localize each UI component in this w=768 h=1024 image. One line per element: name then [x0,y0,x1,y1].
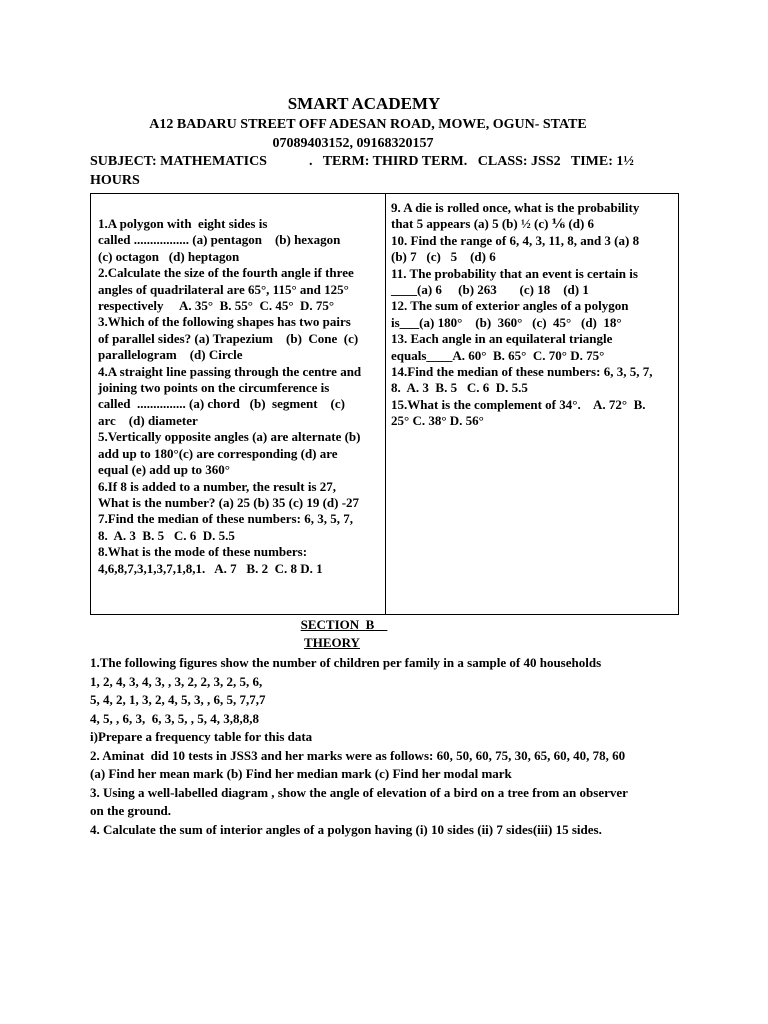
question-line: equal (e) add up to 360° [98,462,230,478]
theory-line: 4, 5, , 6, 3, 6, 3, 5, , 5, 4, 3,8,8,8 [90,710,259,726]
exam-info-line: SUBJECT: MATHEMATICS . TERM: THIRD TERM. CLASS: JSS2 TIME: 1½ [90,154,634,169]
theory-line: on the ground. [90,803,172,818]
theory-line: i)Prepare a frequency table for this data [90,729,313,744]
question-line: add up to 180°(c) are corresponding (d) are [98,445,338,461]
question-line: called ................. (a) pentagon (b) hexagon [98,232,341,248]
question-line: (c) octagon (d) heptagon [98,248,240,264]
theory-line: 1, 2, 4, 3, 4, 3, , 3, 2, 2, 3, 2, 5, 6, [90,673,263,689]
question-line: is___(a) 180° (b) 360° (c) 45° (d) 18° [391,314,622,330]
exam-time-continued: HOURS [90,173,140,188]
question-line: arc (d) diameter [98,412,198,428]
section-a-table [90,193,679,615]
theory-line: 1.The following figures show the number of children per family in a sample of 40 households [90,655,602,670]
question-line: of parallel sides? (a) Trapezium (b) Cone (c) [98,330,359,346]
school-address: A12 BADARU STREET OFF ADESAN ROAD, MOWE, OGUN- STATE [149,117,587,132]
question-line: 4.A straight line passing through the centre and [98,363,362,379]
question-line: 14.Find the median of these numbers: 6, 3, 5, 7, [391,364,653,380]
question-line: 8.What is the mode of these numbers: [98,544,308,560]
question-line: angles of quadrilateral are 65°, 115° and 125° [98,281,349,297]
question-line: respectively A. 35° B. 55° C. 45° D. 75° [98,298,335,314]
theory-heading: THEORY [304,635,360,650]
question-line: 4,6,8,7,3,1,3,7,1,8,1. A. 7 B. 2 C. 8 D. 1 [98,560,323,576]
question-line: What is the number? (a) 25 (b) 35 (c) 19 (d) -27 [98,494,360,510]
question-line: 3.Which of the following shapes has two pairs [98,314,351,330]
section-b-heading: SECTION B [300,617,388,632]
question-line: 9. A die is rolled once, what is the probability [391,200,640,215]
question-line: 2.Calculate the size of the fourth angle if three [98,265,354,281]
question-line: 8. A. 3 B. 5 C. 6 D. 5.5 [391,380,528,396]
question-line: that 5 appears (a) 5 (b) ½ (c) ⅙ (d) 6 [391,216,595,232]
question-line: 1.A polygon with eight sides is [98,216,268,231]
question-line: (b) 7 (c) 5 (d) 6 [391,249,496,265]
theory-line: 5, 4, 2, 1, 3, 2, 4, 5, 3, , 6, 5, 7,7,7 [90,692,266,707]
question-line: joining two points on the circumference is [98,380,330,396]
question-line: 25° C. 38° D. 56° [391,413,484,429]
question-line: parallelogram (d) Circle [98,347,243,363]
question-line: ____(a) 6 (b) 263 (c) 18 (d) 1 [391,282,589,298]
question-line: 8. A. 3 B. 5 C. 6 D. 5.5 [98,527,235,543]
theory-line: 2. Aminat did 10 tests in JSS3 and her marks were as follows: 60, 50, 60, 75, 30, 65, 60, 40, 78, 60 [90,747,626,763]
question-line: 15.What is the complement of 34°. A. 72° B. [391,396,646,412]
question-line: called ............... (a) chord (b) segment (c) [98,396,345,412]
questions-right-column [391,200,652,430]
question-line: 13. Each angle in an equilateral triangle [391,331,613,347]
theory-questions [90,654,628,839]
theory-line: (a) Find her mean mark (b) Find her median mark (c) Find her modal mark [90,766,512,781]
question-line: 7.Find the median of these numbers: 6, 3, 5, 7, [98,511,353,527]
theory-line: 4. Calculate the sum of interior angles of a polygon having (i) 10 sides (ii) 7 sides(iii) 15 sides. [90,821,602,837]
column-divider [385,194,386,614]
question-line: 6.If 8 is added to a number, the result is 27, [98,478,336,494]
question-line: 11. The probability that an event is certain is [391,265,638,281]
question-line: 12. The sum of exterior angles of a polygon [391,298,629,314]
question-line: 10. Find the range of 6, 4, 3, 11, 8, and 3 (a) 8 [391,232,640,248]
theory-line: 3. Using a well-labelled diagram , show the angle of elevation of a bird on a tree from an observer [90,784,628,800]
question-line: 5.Vertically opposite angles (a) are alternate (b) [98,429,361,445]
question-line: equals____A. 60° B. 65° C. 70° D. 75° [391,347,605,363]
questions-left-column [98,216,361,577]
school-phones: 07089403152, 09168320157 [272,136,434,151]
school-name: SMART ACADEMY [287,94,441,113]
